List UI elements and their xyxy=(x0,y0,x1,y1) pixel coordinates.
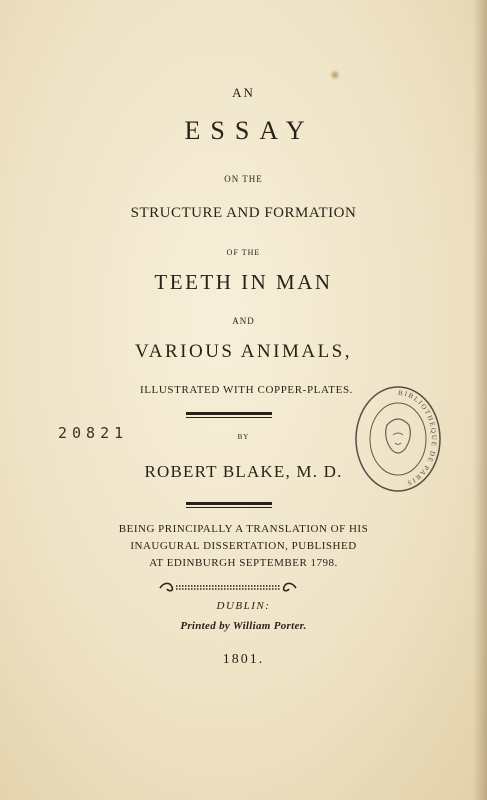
title-various: VARIOUS ANIMALS, xyxy=(134,341,352,362)
title-on-the: ON THE xyxy=(224,174,263,184)
byline-by: BY xyxy=(237,433,250,441)
printers-ornament-icon xyxy=(158,580,298,594)
double-rule-top xyxy=(186,412,272,415)
title-illustrated: ILLUSTRATED WITH COPPER-PLATES. xyxy=(139,384,354,396)
title-of-the: OF THE xyxy=(226,248,261,257)
double-rule-bottom xyxy=(186,502,272,505)
imprint-printer: Printed by William Porter. xyxy=(180,620,307,632)
title-structure: STRUCTURE AND FORMATION xyxy=(130,205,357,221)
title-essay: ESSAY xyxy=(184,116,315,145)
description-line-1: BEING PRINCIPALLY A TRANSLATION OF HIS xyxy=(118,523,369,535)
description-block xyxy=(0,521,487,572)
title-teeth: TEETH IN MAN xyxy=(154,270,333,294)
shelfmark-number: 20821 xyxy=(58,424,129,442)
foxing-spot xyxy=(330,70,340,80)
svg-text:BIBLIOTHEQUE DE PARIS: BIBLIOTHEQUE DE PARIS xyxy=(397,388,438,488)
library-stamp-icon xyxy=(353,385,443,493)
description-line-2: INAUGURAL DISSERTATION, PUBLISHED xyxy=(130,540,357,552)
title-an: AN xyxy=(232,85,255,100)
author-name: ROBERT BLAKE, M. D. xyxy=(144,462,343,481)
imprint-place: DUBLIN: xyxy=(216,600,271,612)
title-and: AND xyxy=(232,316,255,326)
description-line-3: AT EDINBURGH SEPTEMBER 1798. xyxy=(149,557,338,569)
imprint-year: 1801. xyxy=(222,652,265,667)
